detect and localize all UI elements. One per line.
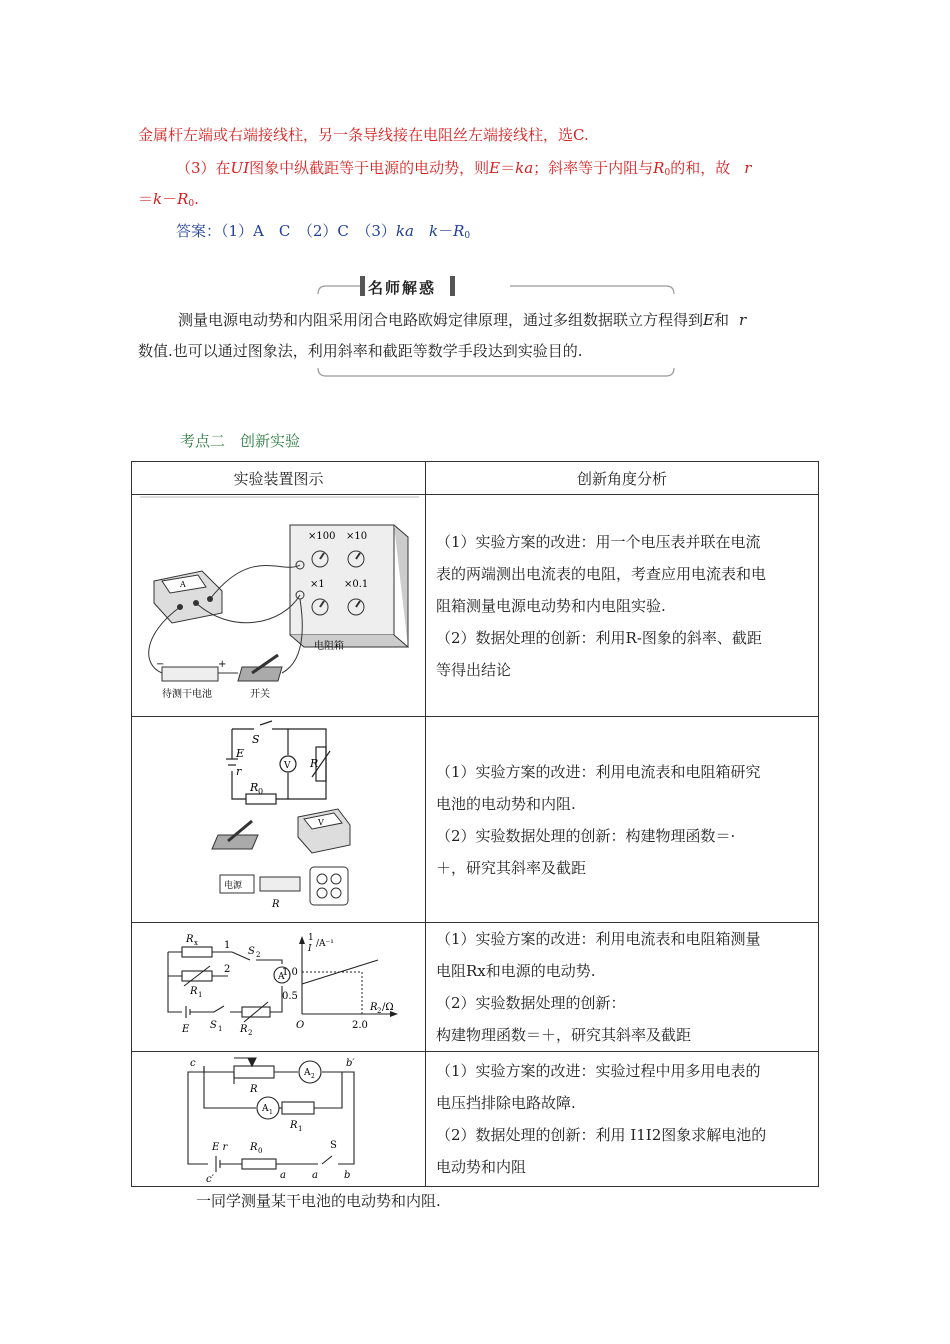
- tip-box-text-2: 数值.也可以通过图象法，利用斜率和截距等数学手段达到实验目的.: [138, 342, 583, 360]
- svg-text:R: R: [250, 1084, 258, 1095]
- answer-line: 答案：（1）A C （2）C （3）ka $k-R_0$: [176, 222, 471, 241]
- svg-text:1: 1: [298, 1125, 303, 1133]
- svg-text:R: R: [290, 1120, 298, 1131]
- svg-text:A: A: [278, 972, 285, 982]
- svg-text:1: 1: [224, 940, 231, 951]
- solution-line-1: 金属杆左端或右端接线柱，另一条导线接在电阻丝左端接线柱，选C.: [138, 126, 589, 144]
- svg-text:E: E: [182, 1024, 190, 1035]
- analysis-cell-2: （1）实验方案的改进：利用电流表和电阻箱研究 电池的电动势和内阻. （2）实验数据处理的创新：构建物理函数＝· ＋，研究其斜率及截距: [426, 717, 819, 923]
- svg-text:2: 2: [377, 1007, 382, 1015]
- svg-text:b′: b′: [346, 1058, 355, 1069]
- svg-text:x: x: [194, 939, 198, 947]
- svg-text:2: 2: [311, 1073, 315, 1080]
- svg-text:c′: c′: [206, 1174, 214, 1185]
- svg-text:a: a: [280, 1170, 286, 1181]
- fig2-r: r: [236, 765, 242, 778]
- svg-text:b: b: [344, 1170, 351, 1181]
- svg-text:a: a: [312, 1170, 318, 1181]
- svg-text:A: A: [262, 1104, 269, 1114]
- svg-text:c: c: [190, 1058, 196, 1069]
- svg-text:R: R: [190, 986, 198, 997]
- svg-text:/Ω: /Ω: [382, 1002, 394, 1013]
- svg-text:/A⁻¹: /A⁻¹: [316, 939, 334, 949]
- fig2-v: V: [284, 761, 291, 771]
- dial-label-1: ×1: [310, 579, 325, 590]
- bottom-text: 一同学测量某干电池的电动势和内阻.: [196, 1192, 441, 1210]
- svg-text:2: 2: [248, 1029, 253, 1037]
- dial-label-10: ×10: [346, 531, 368, 542]
- table-header-left: 实验装置图示: [132, 462, 426, 495]
- table-row: [132, 495, 819, 717]
- switch-label: 开关: [250, 689, 270, 700]
- svg-text:2: 2: [224, 964, 231, 975]
- svg-text:S: S: [248, 946, 255, 957]
- svg-text:A: A: [304, 1068, 311, 1078]
- resistance-box-label: 电阻箱: [314, 641, 344, 652]
- svg-text:−: −: [156, 659, 165, 670]
- dial-label-100: ×100: [308, 531, 336, 542]
- solution-line-3: $=k-R_0$.: [138, 190, 199, 209]
- figure-two-ammeter-circuit: [132, 1052, 425, 1186]
- table-row: [132, 923, 819, 1052]
- svg-text:R: R: [272, 899, 280, 910]
- table-header-right: 创新角度分析: [426, 462, 819, 495]
- table-row: [132, 717, 819, 923]
- fig2-s: S: [252, 733, 260, 746]
- table-row: [132, 1052, 819, 1187]
- analysis-cell-1: （1）实验方案的改进：用一个电压表并联在电流 表的两端测出电流表的电阻，考查应用电流表和电 阻箱测量电源电动势和内电阻实验. （2）数据处理的创新：利用R-图象的斜率、截距 等得出结论: [426, 495, 819, 717]
- svg-text:R: R: [186, 934, 194, 945]
- svg-text:2.0: 2.0: [352, 1020, 368, 1031]
- svg-text:0: 0: [258, 1147, 263, 1155]
- svg-text:1: 1: [308, 933, 314, 943]
- tip-box-title: 名师解惑: [368, 279, 437, 297]
- svg-text:1: 1: [198, 991, 203, 999]
- analysis-cell-3: （1）实验方案的改进：利用电流表和电阻箱测量 电阻Rx和电源的电动势. （2）实验数据处理的创新： 构建物理函数＝＋，研究其斜率及截距: [426, 923, 819, 1052]
- solution-line-2: （3）在UI图象中纵截距等于电源的电动势，则E＝ka；斜率等于内阻与$R_0$的和，故 r: [176, 159, 752, 178]
- innovation-table: [131, 461, 819, 1187]
- fig2-r0: R: [250, 781, 259, 794]
- svg-text:+: +: [218, 659, 227, 670]
- analysis-cell-4: （1）实验方案的改进：实验过程中用多用电表的 电压挡排除电路故障. （2）数据处理的创新：利用 I1I2图象求解电池的 电动势和内阻: [426, 1052, 819, 1187]
- svg-text:R: R: [250, 1142, 258, 1153]
- section-title: 考点二 创新实验: [180, 432, 301, 450]
- dial-label-01: ×0.1: [344, 579, 369, 590]
- svg-text:0.5: 0.5: [282, 991, 298, 1002]
- figure-rx-circuit-graph: [132, 924, 425, 1050]
- ammeter-symbol: A: [180, 580, 186, 589]
- fig2-e: E: [236, 747, 245, 760]
- svg-text:1: 1: [218, 1025, 223, 1033]
- svg-text:S: S: [330, 1140, 337, 1151]
- figure-voltmeter-circuit: [132, 717, 425, 922]
- svg-text:1.0: 1.0: [282, 967, 298, 978]
- svg-text:R: R: [240, 1024, 248, 1035]
- svg-text:I: I: [308, 944, 312, 954]
- svg-text:1: 1: [269, 1109, 273, 1116]
- svg-text:E r: E r: [212, 1142, 228, 1153]
- battery-label: 待测干电池: [162, 689, 212, 700]
- svg-text:O: O: [296, 1020, 305, 1031]
- figure-resistance-box-setup: [132, 495, 425, 716]
- svg-text:2: 2: [256, 951, 261, 959]
- fig2-meter: V: [318, 818, 324, 827]
- tip-box-text-1: 测量电源电动势和内阻采用闭合电路欧姆定律原理，通过多组数据联立方程得到E和 r: [178, 311, 747, 329]
- svg-text:0: 0: [258, 787, 264, 796]
- svg-text:R: R: [370, 1002, 378, 1013]
- fig2-R: R: [310, 757, 319, 770]
- svg-text:S: S: [210, 1020, 217, 1031]
- fig2-source: 电源: [224, 881, 243, 891]
